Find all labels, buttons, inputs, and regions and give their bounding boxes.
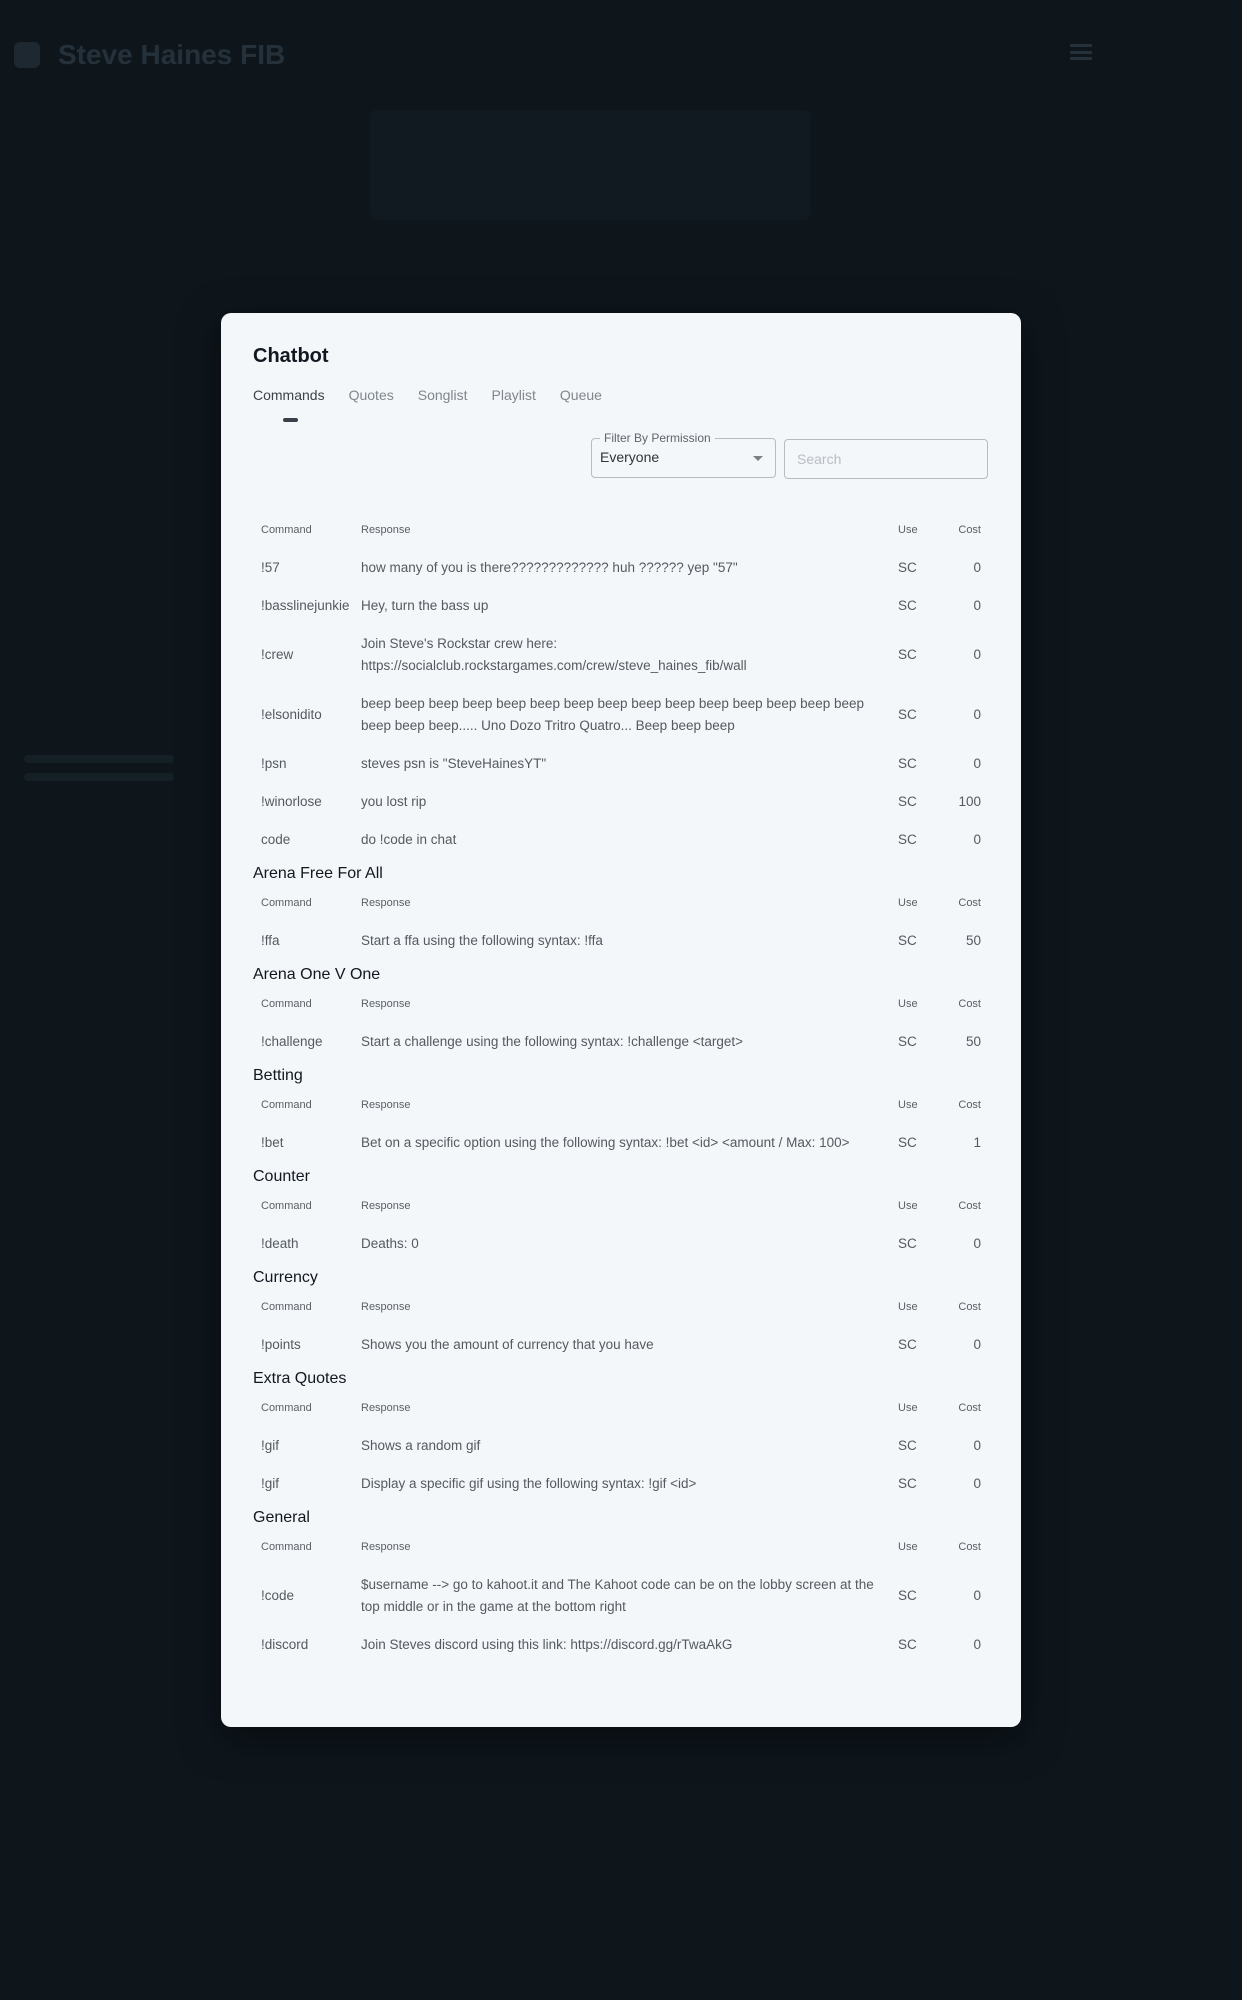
cell-use: SC [898, 1588, 917, 1603]
cell-response: Join Steve's Rockstar crew here: https://socialclub.rockstargames.com/crew/steve_haines_fib/wall [361, 636, 747, 673]
commands-table [253, 985, 989, 1061]
cell-command: !bet [261, 1135, 284, 1150]
table-row[interactable] [253, 1124, 989, 1162]
header-cost[interactable]: Cost [958, 1301, 981, 1313]
cell-response: Join Steves discord using this link: https://discord.gg/rTwaAkG [361, 1637, 733, 1652]
header-use[interactable]: Use [898, 998, 918, 1010]
cell-response: Shows you the amount of currency that you have [361, 1337, 654, 1352]
background-card [370, 110, 810, 220]
header-command[interactable]: Command [261, 524, 312, 536]
commands-list [253, 511, 989, 1664]
header-response[interactable]: Response [361, 1200, 411, 1212]
cell-use: SC [898, 832, 917, 847]
filter-label: Filter By Permission [600, 432, 715, 445]
modal-title: Chatbot [253, 345, 329, 367]
section-title: Currency [253, 1269, 318, 1286]
table-header-row [253, 1086, 989, 1124]
cell-command: !gif [261, 1476, 280, 1491]
table-row[interactable] [253, 625, 989, 685]
cell-use: SC [898, 560, 917, 575]
commands-table [253, 1389, 989, 1503]
table-header-row [253, 1389, 989, 1427]
cell-command: !code [261, 1588, 295, 1603]
header-use[interactable]: Use [898, 1200, 918, 1212]
background-title: Steve Haines FIB [58, 39, 286, 70]
tab-commands[interactable]: Commands [253, 387, 325, 403]
cell-command: !points [261, 1337, 301, 1352]
tab-playlist[interactable]: Playlist [491, 387, 536, 403]
section-title: Counter [253, 1168, 310, 1185]
section-title: Arena Free For All [253, 865, 383, 882]
cell-response: steves psn is "SteveHainesYT" [361, 756, 547, 771]
cell-response: Deaths: 0 [361, 1236, 419, 1251]
table-header-row [253, 1187, 989, 1225]
header-command[interactable]: Command [261, 897, 312, 909]
cell-use: SC [898, 1337, 917, 1352]
cell-use: SC [898, 794, 917, 809]
header-response[interactable]: Response [361, 1402, 411, 1414]
active-tab-indicator [283, 418, 298, 422]
cell-response: Start a challenge using the following syntax: !challenge <target> [361, 1034, 743, 1049]
table-row[interactable] [253, 549, 989, 587]
cell-use: SC [898, 1135, 917, 1150]
table-row[interactable] [253, 783, 989, 821]
header-cost[interactable]: Cost [958, 1541, 981, 1553]
header-use[interactable]: Use [898, 524, 918, 536]
table-header-row [253, 985, 989, 1023]
cell-use: SC [898, 647, 917, 662]
header-response[interactable]: Response [361, 1541, 411, 1553]
cell-command: code [261, 832, 291, 847]
table-row[interactable] [253, 1465, 989, 1503]
search-input[interactable] [784, 439, 988, 479]
cell-response: Bet on a specific option using the following syntax: !bet <id> <amount / Max: 100> [361, 1135, 850, 1150]
logo-icon [14, 42, 40, 68]
section-title: Arena One V One [253, 966, 381, 983]
header-command[interactable]: Command [261, 1541, 312, 1553]
table-header-row [253, 1288, 989, 1326]
cell-cost: 0 [973, 707, 981, 722]
cell-cost: 1 [973, 1135, 981, 1150]
cell-cost: 50 [965, 1034, 981, 1049]
cell-cost: 0 [973, 756, 981, 771]
cell-command: !gif [261, 1438, 280, 1453]
cell-response: how many of you is there????????????? huh ?????? yep "57" [361, 560, 738, 575]
table-row[interactable] [253, 1427, 989, 1465]
header-cost[interactable]: Cost [958, 1099, 981, 1111]
table-header-row [253, 884, 989, 922]
cell-cost: 50 [965, 933, 981, 948]
table-row[interactable] [253, 1326, 989, 1364]
cell-use: SC [898, 707, 917, 722]
commands-table [253, 1528, 989, 1664]
commands-table [253, 884, 989, 960]
tab-songlist[interactable]: Songlist [417, 387, 468, 403]
cell-response: Hey, turn the bass up [361, 598, 489, 613]
cell-response: Shows a random gif [361, 1438, 481, 1453]
header-cost[interactable]: Cost [958, 1200, 981, 1212]
chatbot-modal [221, 313, 1021, 1727]
header-use[interactable]: Use [898, 1301, 918, 1313]
cell-use: SC [898, 1637, 917, 1652]
caret-down-icon [753, 456, 763, 461]
table-header-row [253, 1528, 989, 1566]
cell-cost: 0 [973, 647, 981, 662]
cell-cost: 0 [973, 1588, 981, 1603]
tab-bar [253, 387, 626, 417]
header-response[interactable]: Response [361, 524, 411, 536]
header-cost[interactable]: Cost [958, 1402, 981, 1414]
cell-use: SC [898, 1034, 917, 1049]
cell-use: SC [898, 1476, 917, 1491]
table-row[interactable] [253, 587, 989, 625]
cell-cost: 0 [973, 598, 981, 613]
commands-table [253, 511, 989, 859]
cell-use: SC [898, 756, 917, 771]
cell-use: SC [898, 1438, 917, 1453]
cell-command: !winorlose [261, 794, 322, 809]
table-row[interactable] [253, 821, 989, 859]
cell-command: !elsonidito [261, 707, 322, 722]
section-title: Betting [253, 1067, 303, 1084]
permission-filter-select[interactable] [591, 431, 776, 478]
background-header [0, 0, 1242, 110]
cell-command: !crew [261, 647, 294, 662]
cell-response: Start a ffa using the following syntax: !ffa [361, 933, 603, 948]
header-command[interactable]: Command [261, 1099, 312, 1111]
cell-cost: 100 [958, 794, 981, 809]
filter-value: Everyone [600, 449, 660, 465]
table-row[interactable] [253, 745, 989, 783]
section-title: Extra Quotes [253, 1370, 347, 1387]
header-use[interactable]: Use [898, 1541, 918, 1553]
cell-cost: 0 [973, 832, 981, 847]
table-row[interactable] [253, 1023, 989, 1061]
table-row[interactable] [253, 1225, 989, 1263]
tab-quotes[interactable]: Quotes [348, 387, 394, 403]
table-row[interactable] [253, 1626, 989, 1664]
background-sidebar [24, 755, 174, 795]
commands-table [253, 1187, 989, 1263]
table-row[interactable] [253, 1566, 989, 1626]
header-response[interactable]: Response [361, 1301, 411, 1313]
cell-command: !57 [261, 560, 280, 575]
commands-table [253, 1288, 989, 1364]
header-use[interactable]: Use [898, 1402, 918, 1414]
header-cost[interactable]: Cost [958, 998, 981, 1010]
cell-command: !death [261, 1236, 299, 1251]
header-response[interactable]: Response [361, 998, 411, 1010]
header-command[interactable]: Command [261, 1402, 312, 1414]
header-response[interactable]: Response [361, 897, 411, 909]
cell-cost: 0 [973, 1637, 981, 1652]
cell-command: !basslinejunkie [261, 598, 350, 613]
modal-body [253, 313, 989, 1695]
header-response[interactable]: Response [361, 1099, 411, 1111]
cell-cost: 0 [973, 1236, 981, 1251]
cell-cost: 0 [973, 560, 981, 575]
header-command[interactable]: Command [261, 1200, 312, 1212]
section-title: General [253, 1509, 310, 1526]
cell-command: !discord [261, 1637, 309, 1652]
cell-command: !psn [261, 756, 287, 771]
cell-command: !challenge [261, 1034, 323, 1049]
table-row[interactable] [253, 922, 989, 960]
cell-use: SC [898, 598, 917, 613]
cell-command: !ffa [261, 933, 280, 948]
header-command[interactable]: Command [261, 1301, 312, 1313]
tab-queue[interactable]: Queue [559, 387, 602, 403]
cell-cost: 0 [973, 1476, 981, 1491]
cell-cost: 0 [973, 1438, 981, 1453]
cell-response: Display a specific gif using the following syntax: !gif <id> [361, 1476, 697, 1491]
cell-response: $username --> go to kahoot.it and The Kahoot code can be on the lobby screen at the top middle or in the game at the bottom right [361, 1577, 874, 1614]
cell-response: beep beep beep beep beep beep beep beep beep beep beep beep beep beep beep beep beep beep..... Uno Dozo Tritro Quatro... Beep beep beep [361, 696, 864, 733]
cell-response: you lost rip [361, 794, 427, 809]
header-cost[interactable]: Cost [958, 524, 981, 536]
cell-use: SC [898, 933, 917, 948]
cell-response: do !code in chat [361, 832, 457, 847]
header-cost[interactable]: Cost [958, 897, 981, 909]
cell-cost: 0 [973, 1337, 981, 1352]
header-command[interactable]: Command [261, 998, 312, 1010]
table-row[interactable] [253, 685, 989, 745]
header-use[interactable]: Use [898, 1099, 918, 1111]
cell-use: SC [898, 1236, 917, 1251]
menu-icon [1070, 44, 1092, 60]
commands-table [253, 1086, 989, 1162]
table-header-row [253, 511, 989, 549]
header-use[interactable]: Use [898, 897, 918, 909]
